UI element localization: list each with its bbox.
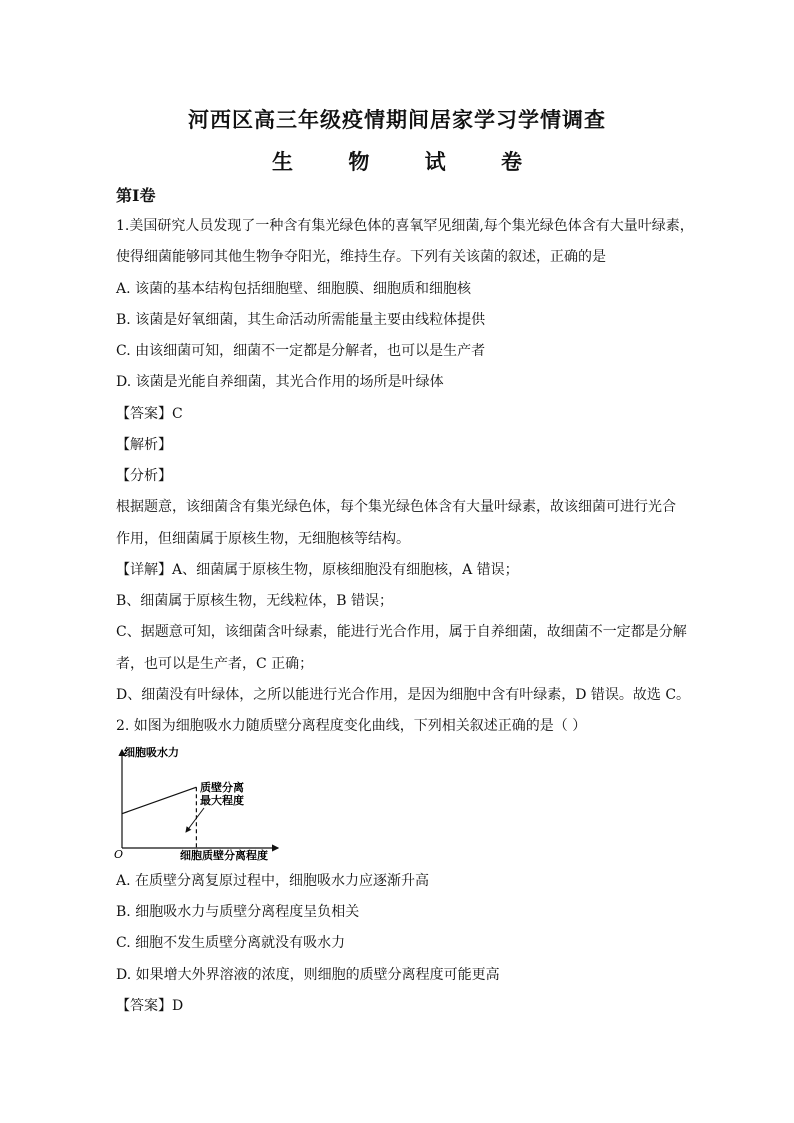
annotation-label: 质壁分离 (200, 781, 244, 794)
q2-answer: 【答案】D (116, 998, 184, 1014)
q1-detail-line: 【详解】A、细菌属于原核生物，原核细胞没有细胞核，A 错误； (116, 562, 519, 578)
subject-char: 试 (424, 149, 446, 174)
q1-detail-line: 者，也可以是生产者，C 正确； (116, 656, 314, 672)
q1-option-d: D. 该菌是光能自养细菌，其光合作用的场所是叶绿体 (116, 374, 444, 390)
q1-detail-line: D、细菌没有叶绿体，之所以能进行光合作用，是因为细胞中含有叶绿素，D 错误。故选 C。 (116, 687, 691, 703)
q1-analysis-label: 【解析】 (116, 437, 172, 453)
q1-option-c: C. 由该细菌可知，细菌不一定都是分解者，也可以是生产者 (116, 343, 486, 359)
series-line (122, 787, 196, 813)
q2-option-b: B. 细胞吸水力与质壁分离程度呈负相关 (116, 904, 360, 920)
annotation-label: 最大程度 (200, 794, 244, 807)
x-axis-label: 细胞质壁分离程度 (180, 849, 268, 862)
subject-char: 生 (272, 149, 294, 174)
subject-char: 物 (348, 149, 370, 174)
q1-option-b: B. 该菌是好氧细菌，其生命活动所需能量主要由线粒体提供 (116, 312, 486, 328)
section-heading: 第Ⅰ卷 (116, 186, 156, 205)
q1-fenxi-text: 作用，但细菌属于原核生物，无细胞核等结构。 (116, 531, 410, 547)
q2-stem: 2. 如图为细胞吸水力随质壁分离程度变化曲线，下列相关叙述正确的是（ ） (116, 718, 587, 734)
q1-fenxi-text: 根据题意，该细菌含有集光绿色体，每个集光绿色体含有大量叶绿素，故该细菌可进行光合 (116, 499, 676, 515)
q1-stem-line: 使得细菌能够同其他生物争夺阳光，维持生存。下列有关该菌的叙述，正确的是 (116, 249, 606, 265)
q1-detail-line: C、据题意可知，该细菌含叶绿素，能进行光合作用，属于自养细菌，故细菌不一定都是分解 (116, 624, 687, 640)
q2-option-a: A. 在质壁分离复原过程中，细胞吸水力应逐渐升高 (116, 873, 430, 889)
water-absorption-chart (112, 744, 282, 864)
q1-fenxi-label: 【分析】 (116, 468, 172, 484)
y-axis-label: 细胞吸水力 (124, 746, 179, 759)
subject-char: 卷 (500, 149, 522, 174)
page-title: 河西区高三年级疫情期间居家学习学情调查 (188, 107, 606, 132)
subject-title (0, 146, 794, 176)
q2-option-c: C. 细胞不发生质壁分离就没有吸水力 (116, 935, 346, 951)
q1-detail-line: B、细菌属于原核生物，无线粒体，B 错误； (116, 593, 394, 609)
annotation-arrow (186, 808, 204, 832)
q1-stem-line: 1.美国研究人员发现了一种含有集光绿色体的喜氧罕见细菌,每个集光绿色体含有大量叶绿素， (116, 218, 694, 234)
q1-answer: 【答案】C (116, 406, 183, 422)
q1-option-a: A. 该菌的基本结构包括细胞壁、细胞膜、细胞质和细胞核 (116, 281, 472, 297)
q2-option-d: D. 如果增大外界溶液的浓度，则细胞的质壁分离程度可能更高 (116, 967, 500, 983)
origin-label: O (114, 848, 124, 861)
